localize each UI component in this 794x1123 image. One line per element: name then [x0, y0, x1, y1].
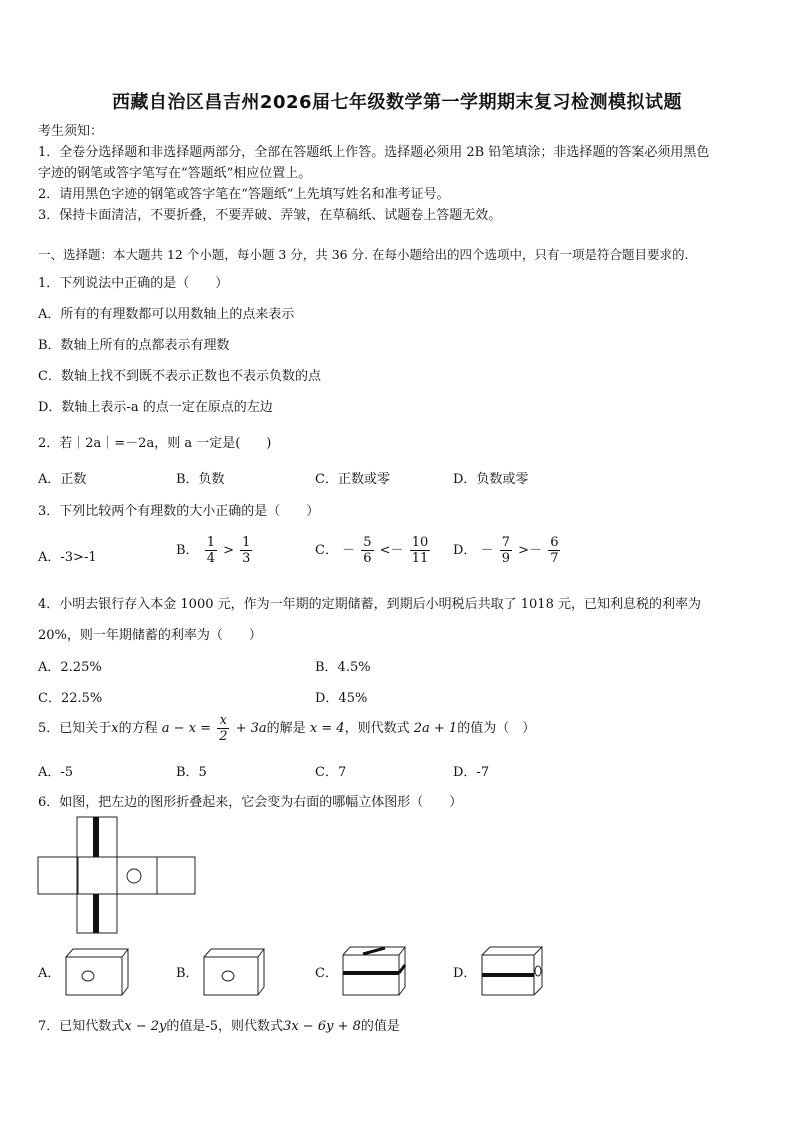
q3-option-a: A．-3>-1	[38, 550, 97, 565]
option-label: C．	[315, 543, 338, 558]
fraction: $\frac{10}{11}$	[411, 535, 429, 566]
q3-option-d	[453, 535, 562, 566]
option-label: D．	[453, 543, 477, 558]
q7-stem	[38, 1015, 400, 1034]
option-label: B．	[176, 543, 199, 558]
operator: －	[342, 543, 356, 558]
text: 5．已知关于	[38, 721, 112, 736]
q6-stem: 6．如图，把左边的图形折叠起来，它会变为右面的哪幅立体图形（ ）	[38, 795, 463, 810]
cube-option-c	[337, 943, 407, 997]
q6-option-b: B．	[176, 966, 199, 981]
fraction: $\frac{1}{4}$	[206, 535, 215, 566]
q1-option-c: C．数轴上找不到既不表示正数也不表示负数的点	[38, 369, 321, 384]
cube-option-a	[60, 945, 130, 997]
q2-stem: 2．若｜2a｜=－2a，则 a 一定是( )	[38, 436, 272, 451]
page-title: 西藏自治区昌吉州2026届七年级数学第一学期期末复习检测模拟试题	[111, 92, 683, 113]
q4-option-a: A．2.25%	[38, 660, 102, 675]
cube-option-d	[476, 943, 546, 997]
operator: >－	[518, 543, 543, 558]
q6-option-c: C．	[315, 966, 338, 981]
q4-option-b: B．4.5%	[315, 660, 371, 675]
q5-stem	[38, 713, 535, 744]
q1-option-a: A．所有的有理数都可以用数轴上的点来表示	[38, 307, 295, 322]
text: 的值是	[360, 1019, 400, 1034]
fraction: $\frac{7}{9}$	[501, 535, 511, 566]
text: ，则代数式	[344, 721, 410, 736]
fraction: $\frac{1}{3}$	[242, 535, 251, 566]
notice-heading: 考生须知：	[38, 124, 104, 139]
math-expr: x − 2y	[124, 1019, 167, 1034]
math-var: x	[111, 721, 119, 736]
cube-net-figure	[37, 816, 197, 934]
q2-option-a: A．正数	[38, 472, 87, 487]
fraction: $\frac{6}{7}$	[550, 535, 559, 566]
q5-option-b: B．5	[176, 765, 207, 780]
operator: －	[480, 543, 494, 558]
operator: >	[223, 543, 235, 558]
q5-option-c: C．7	[315, 765, 347, 780]
math-expr: 2a + 1	[413, 721, 458, 736]
q4-option-c: C．22.5%	[38, 691, 103, 706]
q6-option-a: A．	[38, 966, 61, 981]
q2-option-b: B．负数	[176, 472, 225, 487]
q2-option-c: C．正数或零	[315, 472, 390, 487]
q5-option-a: A．-5	[38, 765, 74, 780]
text: 的值是-5，则代数式	[166, 1019, 284, 1034]
fraction: $\frac{x}{2}$	[219, 713, 228, 744]
notice-item-3: 3．保持卡面清洁，不要折叠，不要弄破、弄皱，在草稿纸、试题卷上答题无效。	[38, 208, 502, 223]
q3-stem: 3．下列比较两个有理数的大小正确的是（ ）	[38, 504, 320, 519]
q6-option-d: D．	[453, 966, 477, 981]
cube-option-b	[198, 945, 268, 997]
q1-stem: 1．下列说法中正确的是（ ）	[38, 276, 229, 291]
text: 的值为（ ）	[457, 721, 536, 736]
text: 7．已知代数式	[38, 1019, 125, 1034]
fraction: $\frac{5}{6}$	[363, 535, 372, 566]
notice-item-1-cont: 字迹的钢笔或答字笔写在“答题纸”相应位置上。	[38, 166, 312, 181]
notice-item-2: 2．请用黑色字迹的钢笔或答字笔在“答题纸”上先填写姓名和准考证号。	[38, 187, 450, 202]
operator: <－	[379, 543, 404, 558]
notice-item-1: 1．全卷分选择题和非选择题两部分，全部在答题纸上作答。选择题必须用 2B 铅笔填涂；非选择题的答案必须用黑色	[38, 145, 710, 160]
text: 的方程	[118, 721, 158, 736]
q1-option-b: B．数轴上所有的点都表示有理数	[38, 338, 230, 353]
q3-option-c	[315, 535, 432, 566]
q2-option-d: D．负数或零	[453, 472, 529, 487]
q1-option-d: D．数轴上表示-a 的点一定在原点的左边	[38, 400, 273, 415]
q3-option-b	[176, 535, 254, 566]
q5-option-d: D．-7	[453, 765, 490, 780]
q4-stem: 4．小明去银行存入本金 1000 元，作为一年期的定期储蓄，到期后小明税后共取了 1018 元，已知利息税的利率为	[38, 597, 701, 612]
math-expr: a − x =	[161, 721, 212, 736]
q4-option-d: D．45%	[315, 691, 368, 706]
math-expr: 3x − 6y + 8	[283, 1019, 361, 1034]
q4-stem-cont: 20%，则一年期储蓄的利率为（ ）	[38, 628, 262, 643]
math-expr: x = 4	[309, 721, 345, 736]
section-heading: 一、选择题：本大题共 12 个小题，每小题 3 分，共 36 分. 在每小题给出的四个选项中，只有一项是符合题目要求的.	[38, 247, 689, 262]
text: 的解是	[266, 721, 306, 736]
math-expr: + 3a	[235, 721, 267, 736]
